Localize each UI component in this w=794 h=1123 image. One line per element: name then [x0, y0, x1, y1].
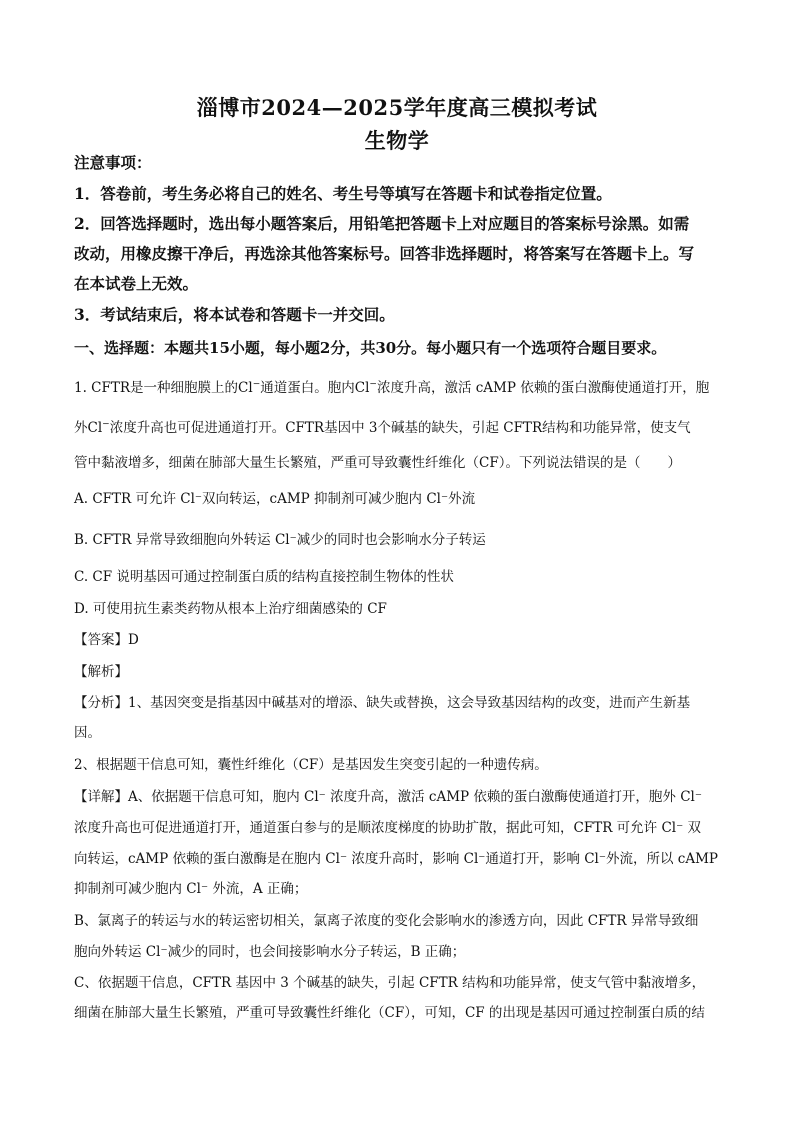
chloride-symbol: Cl−: [354, 379, 377, 396]
stem-text: 浓度升高也可促进通道打开。CFTR基因中 3个碱基的缺失，引起 CFTR结构和功能异常，使支气: [109, 420, 691, 436]
analysis-line-2: 因。: [74, 725, 101, 741]
section-heading: 一、选择题：本题共15小题，每小题2分，共30分。每小题只有一个选项符合题目要求。: [74, 339, 667, 357]
stem-text: 浓度升高，激活 cAMP 依赖的蛋白激酶使通道打开，胞: [376, 380, 710, 396]
question1-stem-line3: 管中黏液增多，细菌在肺部大量生长繁殖，严重可导致囊性纤维化（CF）。下列说法错误的是（ ）: [74, 455, 681, 471]
answer-label: 【答案】D: [74, 632, 139, 648]
notice-item-2: 2．回答选择题时，选出每小题答案后，用铅笔把答题卡上对应题目的答案标号涂黑。如需: [74, 214, 690, 233]
stem-text: 1. CFTR是一种细胞膜上的: [74, 380, 239, 396]
question1-stem-line2: [74, 418, 724, 438]
analysis-line-3: 2、根据题干信息可知，囊性纤维化（CF）是基因发生突变引起的一种遗传病。: [74, 757, 548, 773]
detail-line-2: 浓度升高也可促进通道打开，通道蛋白参与的是顺浓度梯度的协助扩散，据此可知，CFTR 可允许 Cl⁻ 双: [74, 820, 702, 836]
chloride-symbol: Cl−: [87, 419, 110, 436]
detail-line-8: 细菌在肺部大量生长繁殖，严重可导致囊性纤维化（CF），可知，CF 的出现是基因可通过控制蛋白质的结: [74, 1005, 705, 1021]
notice-heading: 注意事项：: [74, 153, 152, 172]
stem-text: 外: [74, 420, 88, 436]
question1-stem-line1: [74, 378, 724, 398]
analysis-label: 【解析】: [74, 664, 128, 680]
chloride-symbol: Cl−: [238, 379, 261, 396]
notice-item-2-end: 在本试卷上无效。: [74, 274, 199, 293]
option-a: A. CFTR 可允许 Cl⁻双向转运，cAMP 抑制剂可减少胞内 Cl⁻外流: [74, 491, 476, 507]
detail-line-6: 胞向外转运 Cl⁻减少的同时，也会间接影响水分子转运，B 正确；: [74, 944, 466, 960]
option-d: D. 可使用抗生素类药物从根本上治疗细菌感染的 CF: [74, 601, 387, 617]
stem-text: 通道蛋白。胞内: [260, 380, 355, 396]
notice-item-3: 3．考试结束后，将本试卷和答题卡一并交回。: [74, 305, 395, 324]
detail-line-7: C、依据题干信息，CFTR 基因中 3 个碱基的缺失，引起 CFTR 结构和功能异常，使支气管中黏液增多，: [74, 975, 706, 991]
detail-line-5: B、氯离子的转运与水的转运密切相关，氯离子浓度的变化会影响水的渗透方向，因此 CFTR 异常导致细: [74, 913, 699, 929]
notice-item-2-cont: 改动，用橡皮擦干净后，再选涂其他答案标号。回答非选择题时，将答案写在答题卡上。写: [74, 244, 695, 263]
exam-title: 淄博市2024—2025学年度高三模拟考试: [196, 95, 598, 120]
detail-line-3: 向转运，cAMP 依赖的蛋白激酶是在胞内 Cl⁻ 浓度升高时，影响 Cl⁻通道打开，影响 Cl⁻外流，所以 cAMP: [74, 851, 718, 867]
option-b: B. CFTR 异常导致细胞向外转运 Cl⁻减少的同时也会影响水分子转运: [74, 532, 486, 548]
notice-item-1: 1．答卷前，考生务必将自己的姓名、考生号等填写在答题卡和试卷指定位置。: [74, 184, 612, 203]
detail-line-4: 抑制剂可减少胞内 Cl⁻ 外流，A 正确；: [74, 881, 308, 897]
detail-line-1: 【详解】A、依据题干信息可知，胞内 Cl⁻ 浓度升高，激活 cAMP 依赖的蛋白激酶使通道打开，胞外 Cl⁻: [74, 789, 702, 805]
option-c: C. CF 说明基因可通过控制蛋白质的结构直接控制生物体的性状: [74, 569, 454, 585]
analysis-line-1: 【分析】1、基因突变是指基因中碱基对的增添、缺失或替换，这会导致基因结构的改变，进而产生新基: [74, 695, 691, 711]
subject-title: 生物学: [364, 128, 430, 153]
